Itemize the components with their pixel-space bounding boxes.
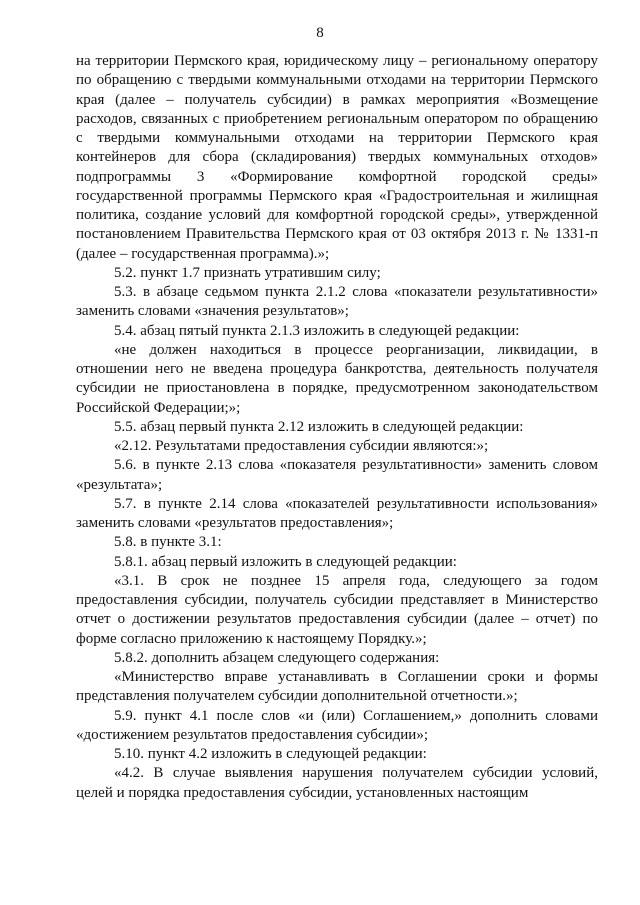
paragraph-item-5-2: 5.2. пункт 1.7 признать утратившим силу; xyxy=(114,264,381,281)
document-body xyxy=(76,52,598,803)
page-number: 8 xyxy=(316,25,324,41)
paragraph-item-5-3: 5.3. в абзаце седьмом пункта 2.1.2 слова «показатели результативности» заменить словами «значения результатов»; xyxy=(76,284,598,320)
paragraph-item-5-8: 5.8. в пункте 3.1: xyxy=(114,534,222,551)
paragraph-item-5-10: 5.10. пункт 4.2 изложить в следующей редакции: xyxy=(114,746,427,762)
paragraph-item-5-8-1: 5.8.1. абзац первый изложить в следующей редакции: xyxy=(114,553,457,570)
paragraph-continuation: на территории Пермского края, юридическому лицу – региональному оператору по обращению с твердыми коммунальными отходами на территории Пермского края (далее – получатель субсидии) в рамках мероприятия «Возмещение расходов, связанных с приобретением региональным оператором по обращению с твердыми коммунальными отходами на территории Пермского края контейнеров для сбора (складирования) твердых коммунальных отходов» подпрограммы 3 «Формирование комфортной городской среды» государственной программы Пермского края «Градостроительная и жилищная политика, создание условий для комфортной городской среды», утвержденной постановлением Правительства Пермского края от 03 октября 2013 г. № 1331-п (далее – государственная программа).»; xyxy=(76,53,598,262)
paragraph-item-5-6: 5.6. в пункте 2.13 слова «показателя результативности» заменить словом «результата»; xyxy=(76,457,598,493)
paragraph-item-5-4: 5.4. абзац пятый пункта 2.1.3 изложить в следующей редакции: xyxy=(114,322,520,339)
paragraph-quote-5-8-1: «3.1. В срок не позднее 15 апреля года, следующего за годом предоставления субсидии, получатель субсидии представляет в Министерство отчет о достижении результатов предоставления субсидии (далее – отчет) по форме согласно приложению к настоящему Порядку.»; xyxy=(76,572,598,647)
paragraph-item-5-9: 5.9. пункт 4.1 после слов «и (или) Соглашением,» дополнить словами «достижением результатов предоставления субсидии»; xyxy=(76,707,598,743)
paragraph-item-5-5: 5.5. абзац первый пункта 2.12 изложить в следующей редакции: xyxy=(114,418,524,435)
paragraph-quote-5-8-2: «Министерство вправе устанавливать в Соглашении сроки и формы представления получателем субсидии дополнительной отчетности.»; xyxy=(76,669,598,705)
paragraph-quote-5-5: «2.12. Результатами предоставления субсидии являются:»; xyxy=(114,438,489,454)
paragraph-quote-5-10: «4.2. В случае выявления нарушения получателем субсидии условий, целей и порядка предоставления субсидии, установленных настоящим xyxy=(76,765,598,801)
paragraph-quote-5-4: «не должен находиться в процессе реорганизации, ликвидации, в отношении него не введена процедура банкротства, деятельность получателя субсидии не приостановлена в порядке, предусмотренном законодательством Российской Федерации;»; xyxy=(76,341,598,416)
paragraph-item-5-7: 5.7. в пункте 2.14 слова «показателей результативности использования» заменить словами «результатов предоставления»; xyxy=(76,495,598,531)
paragraph-item-5-8-2: 5.8.2. дополнить абзацем следующего содержания: xyxy=(114,649,440,666)
